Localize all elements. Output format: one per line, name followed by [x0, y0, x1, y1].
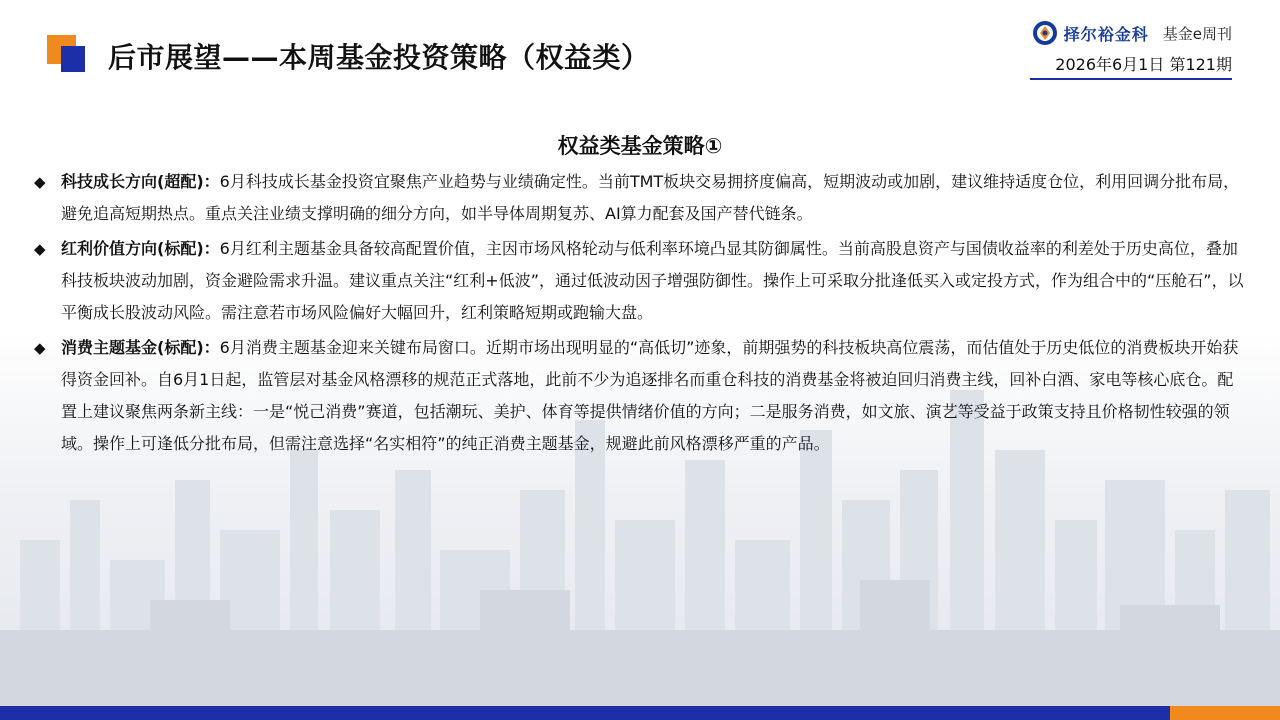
diamond-bullet-icon: ◆: [34, 339, 46, 357]
publication-name: 基金e周刊: [1162, 24, 1232, 43]
strategy-item-dividend: [34, 233, 1244, 329]
strategy-heading: 红利价值方向(标配)：: [61, 239, 220, 258]
page-title: 后市展望——本周基金投资策略（权益类）: [108, 41, 650, 74]
strategy-text: 6月消费主题基金迎来关键布局窗口。近期市场出现明显的“高低切”迹象，前期强势的科技板块高位震荡，而估值处于历史低位的消费板块开始获得资金回补。自6月1日起，监管层对基金风格漂移的规范正式落地，此前不少为追逐排名而重仓科技的消费基金将被迫回归消费主线，回补白酒、家电等核心底仓。配置上建议聚焦两条新主线：一是“悦己消费”赛道，包括潮玩、美护、体育等提供情绪价值的方向；二是服务消费，如文旅、演艺等受益于政策支持且价格韧性较强的领域。操作上可逢低分批布局，但需注意选择“名实相符”的纯正消费主题基金，规避此前风格漂移严重的产品。: [61, 338, 1239, 453]
brand-logo-icon: [1032, 20, 1058, 46]
footer-bar-blue: [0, 706, 1170, 720]
strategy-item-consumer: [34, 332, 1244, 460]
brand-name: 择尔裕金科: [1063, 24, 1149, 44]
strategy-list: [34, 166, 1244, 463]
section-title: 权益类基金策略①: [557, 134, 723, 158]
header-divider: [1030, 78, 1232, 80]
brand-block: [1032, 20, 1232, 46]
strategy-text: 6月红利主题基金具备较高配置价值，主因市场风格轮动与低利率环境凸显其防御属性。当前高股息资产与国债收益率的利差处于历史高位，叠加科技板块波动加剧，资金避险需求升温。建议重点关注“红利+低波”，通过低波动因子增强防御性。操作上可采取分批逢低买入或定投方式，作为组合中的“压舱石”，以平衡成长股波动风险。需注意若市场风险偏好大幅回升，红利策略短期或跑输大盘。: [61, 239, 1244, 322]
diamond-bullet-icon: ◆: [34, 173, 46, 191]
title-accent-blue-square: [61, 46, 85, 72]
strategy-heading: 科技成长方向(超配)：: [61, 172, 220, 191]
issue-date: 2026年6月1日 第121期: [1055, 55, 1232, 74]
strategy-item-tech: [34, 166, 1244, 230]
diamond-bullet-icon: ◆: [34, 240, 46, 258]
strategy-text: 6月科技成长基金投资宜聚焦产业趋势与业绩确定性。当前TMT板块交易拥挤度偏高，短期波动或加剧，建议维持适度仓位，利用回调分批布局，避免追高短期热点。重点关注业绩支撑明确的细分方向，如半导体周期复苏、AI算力配套及国产替代链条。: [61, 172, 1240, 223]
footer-bar-orange: [1170, 706, 1280, 720]
strategy-heading: 消费主题基金(标配)：: [61, 338, 220, 357]
